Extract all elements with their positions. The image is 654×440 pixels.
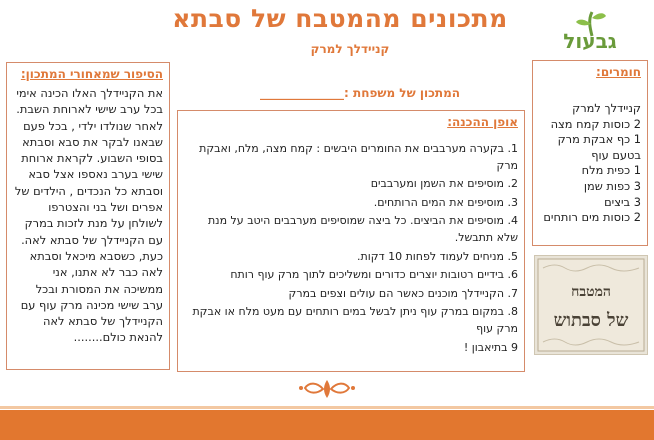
page-subtitle: קניידלך למרק [310,42,390,56]
story-line: לאחר שנולדו ילדי , בכל פעם [23,118,163,133]
story-line: שישי בערב נאספו אצל סבא [28,167,163,182]
page-title: מתכונים מהמטבח של סבתא [172,4,508,33]
bottom-divider [0,406,654,409]
ingredients-box [532,60,648,246]
preparation-heading: אופן ההכנה: [447,115,518,129]
ingredients-list [539,101,641,226]
ingredient-item: 1 כפית מלח [581,163,641,178]
story-line: לאה כבר לא אתנו, אני [52,265,163,280]
story-line: לשולחן על מנת לזכות במרק [24,216,163,231]
bottom-band [0,410,654,440]
story-line: להנאת כולם........ [73,330,163,345]
story-box [6,62,170,370]
story-line: ערב שישי מכינה מרק עוף עם [20,297,163,312]
ornament-icon [297,376,357,402]
preparation-step: 2. מוסיפים את השמן ומערבבים [370,177,518,191]
story-line: כעת, כשסבא מיכאל וסבתא [29,248,163,263]
story-line: בסופי השבוע. לקראת ארוחת [21,151,163,166]
sign-line-1: המטבח [571,284,611,300]
ingredient-item: 2 כוסות מים רותחים [543,210,641,225]
preparation-step: 8. במקום במרק עוף ניתן לבשל במים רותחים עם מעט מלח או אבקת מרק עוף [192,305,518,335]
preparation-step: 6. בידיים רטובות יוצרים כדורים ומשליכים לתוך מרק עוף רותח [230,268,518,282]
story-heading: הסיפור שמאחורי המתכון: [20,67,163,81]
logo-text: גבעול [563,29,617,53]
story-line: ממשיכה את המסורת ובכל [35,281,163,296]
story-text [13,85,163,346]
story-line: וסבתא כל הנכדים , הילדים של [14,183,163,198]
story-line: אפרים ושל בני והצטרפו [48,200,163,215]
story-line: בכל ערב שישי לארוחת השבת. [16,102,163,117]
story-line: את הקניידלך האלו הכינה אימי [16,86,163,100]
preparation-step: 9 בתיאבון ! [463,340,518,354]
preparation-step: 3. מוסיפים את המים הרותחים. [373,195,518,209]
family-line: המתכון של משפחת :______________ [260,86,460,100]
story-line: הקניידלך של סבתא לאה [42,314,163,329]
ingredient-item: 1 כף אבקת מרק בטעם עוף [557,132,641,162]
preparation-step: 4. מוסיפים את הביצים. כל ביצה שמוסיפים מערבבים היטב על מנת שלא תתבשל. [207,214,518,244]
ingredient-item: 3 כפות שמן [583,178,641,193]
sign-line-2: של סבתוש [553,310,629,331]
ingredient-item: 3 ביצים [604,194,641,209]
preparation-step: 7. הקניידלך מוכנים כאשר הם עולים וצפים במרק [288,286,518,300]
preparation-step: 5. מניחים לעמוד לפחות 10 דקות. [357,249,518,263]
preparation-box [177,110,525,372]
preparation-steps [184,141,518,356]
logo [540,6,640,54]
ingredients-heading: חומרים: [596,65,641,79]
story-line: שבאנו לבקר את סבא וסבתא [22,134,163,149]
story-line: עם הקניידלך של סבתא לאה. [21,232,163,247]
kitchen-sign-image [534,255,648,355]
preparation-step: 1. בקערה מערבבים את החומרים היבשים : קמח מצה, מלח, ואבקת מרק [199,142,518,172]
ingredient-item: קניידלך למרק [572,101,641,115]
ingredient-item: 2 כוסות קמח מצה [550,116,641,131]
